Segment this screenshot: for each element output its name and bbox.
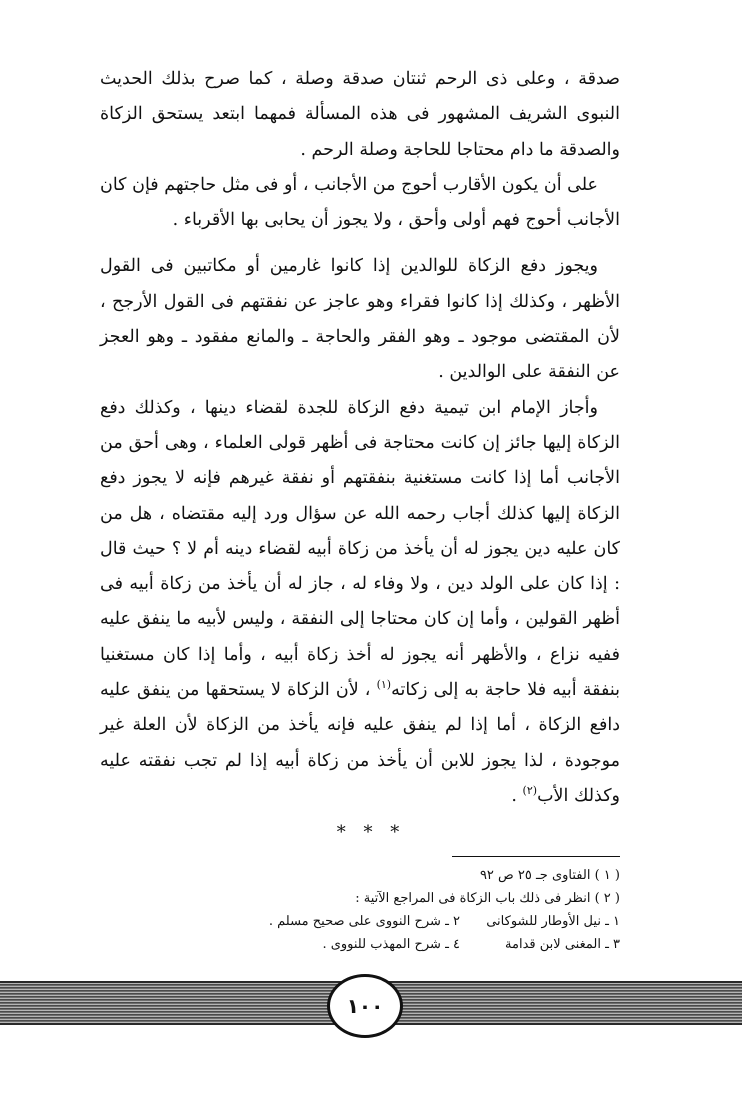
main-text	[100, 62, 620, 814]
paragraph-4-text-b: ، لأن الزكاة لا يستحقها من ينفق عليه دافع الزكاة ، أما إذا لم ينفق عليه فإنه يأخذ من الزكاة لأن العلة غير موجودة ، لذا يجوز للابن أن يأخذ من زكاة أبيه إذا لم تجب نفقته عليه وكذلك الأب	[100, 680, 620, 806]
paragraph-3	[100, 249, 620, 390]
footnote-1: ( ١ ) الفتاوى جـ ٢٥ ص ٩٢	[479, 868, 620, 883]
footnote-2: ( ٢ ) انظر فى ذلك باب الزكاة فى المراجع الآتية :	[355, 891, 620, 906]
reference-list	[150, 910, 620, 956]
reference-item: ٤ ـ شرح المهذب للنووى .	[322, 937, 460, 952]
paragraph-4-text-a: وأجاز الإمام ابن تيمية دفع الزكاة للجدة لقضاء دينها ، وكذلك دفع الزكاة إليها جائز إن كانت محتاجة فى أظهر قولى العلماء ، وهى أحق من الأجانب أما إذا كانت مستغنية بنفقتهم أو نفقة غيرهم فإنه لا يجوز دفع الزكاة إليها كذلك أجاب رحمه الله عن سؤال ورد إليه مقتضاه ، هل من كان عليه دين يجوز له أن يأخذ من زكاة أبيه لقضاء دينه أم لا ؟ حيث قال : إذا كان على الولد دين ، ولا وفاء له ، جاز له أن يأخذ من زكاة أبيه فى أظهر القولين ، وأما إن كان محتاجا إلى النفقة ، وليس لأبيه ما ينفق عليه ففيه نزاع ، والأظهر أنه يجوز له أخذ زكاة أبيه ، وأما إذا كان مستغنيا بنفقة أبيه فلا حاجة به إلى زكاته	[100, 397, 620, 701]
page-number: ١٠٠	[346, 994, 384, 1018]
reference-item: ٣ ـ المغنى لابن قدامة	[505, 937, 620, 952]
paragraph-3-text: ويجوز دفع الزكاة للوالدين إذا كانوا غارمين أو مكاتبين فى القول الأظهر ، وكذلك إذا كانوا فقراء وهو عاجز عن نفقتهم فى القول الأرجح ، لأن المقتضى موجود ـ وهو الفقر والحاجة ـ والمانع مفقود ـ وهو العجز عن النفقة على الوالدين .	[100, 256, 620, 383]
page-number-badge	[327, 974, 403, 1038]
paragraph-4	[100, 391, 620, 815]
footnote-ref-2: (٢)	[522, 784, 538, 798]
paragraph-2-text: على أن يكون الأقارب أحوج من الأجانب ، أو فى مثل حاجتهم فإن كان الأجانب أحوج فهم أولى وأحق ، ولا يجوز أن يحابى بها الأقرباء .	[100, 174, 620, 231]
footnote-ref-1: (١)	[376, 678, 392, 692]
paragraph-2	[100, 168, 620, 239]
footnotes	[150, 864, 620, 956]
reference-item: ٢ ـ شرح النووى على صحيح مسلم .	[268, 914, 460, 929]
paragraph-1-text: صدقة ، وعلى ذى الرحم ثنتان صدقة وصلة ، كما صرح بذلك الحديث النبوى الشريف المشهور فى هذه المسألة فمهما ابتعد يستحق الزكاة والصدقة ما دام محتاجا للحاجة وصلة الرحم .	[100, 69, 620, 160]
section-separator: * * *	[336, 822, 406, 843]
paragraph-4-text-c: .	[511, 785, 523, 806]
reference-item: ١ ـ نيل الأوطار للشوكانى	[486, 914, 620, 929]
footnote-divider	[452, 856, 620, 857]
paragraph-1	[100, 62, 620, 168]
